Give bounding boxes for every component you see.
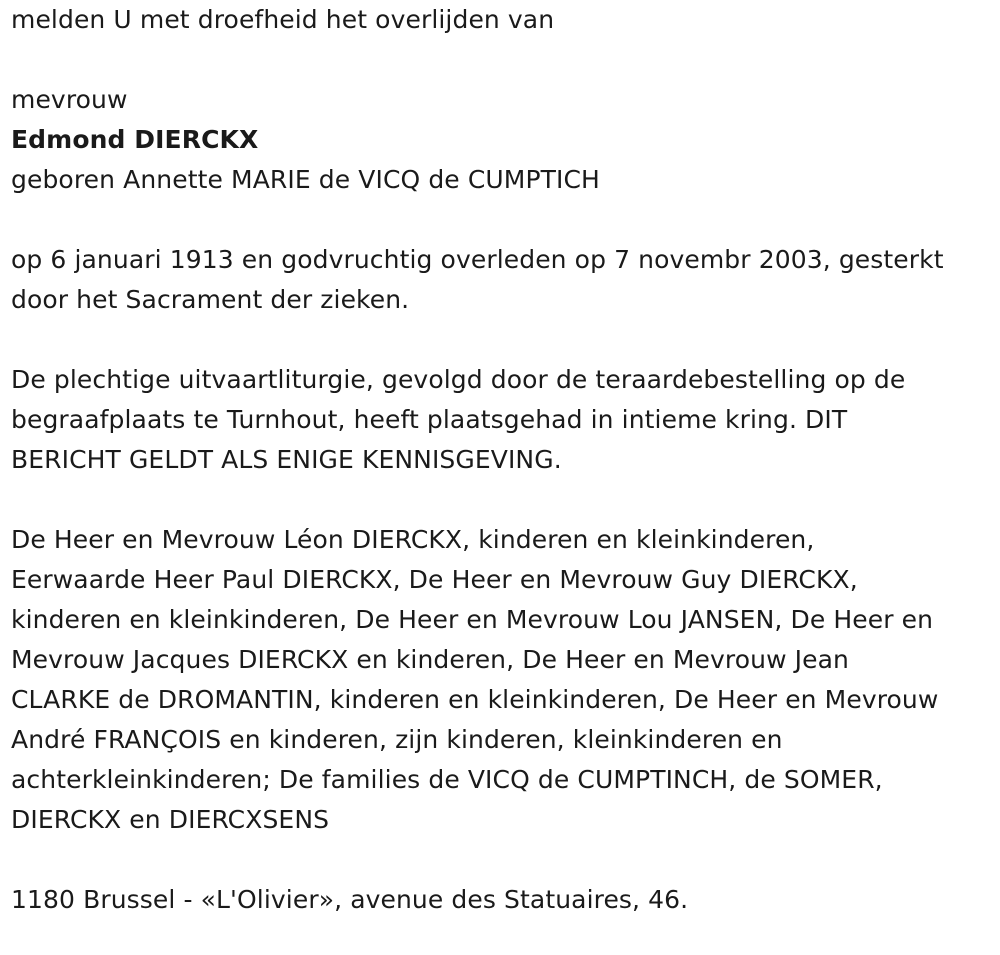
family-line: kinderen en kleinkinderen, De Heer en Mevrouw Lou JANSEN, De Heer en (11, 605, 934, 634)
spacer (11, 840, 991, 880)
family-line: achterkleinkinderen; De families de VICQ de CUMPTINCH, de SOMER, (11, 765, 883, 794)
spacer (11, 480, 991, 520)
death-notice (11, 0, 991, 920)
family-line: CLARKE de DROMANTIN, kinderen en kleinkinderen, De Heer en Mevrouw (11, 685, 939, 714)
dates-paragraph (11, 240, 991, 320)
intro-text: melden U met droefheid het overlijden van (11, 5, 555, 34)
family-line: DIERCKX en DIERCXSENS (11, 805, 330, 834)
family-line: De Heer en Mevrouw Léon DIERCKX, kinderen en kleinkinderen, (11, 525, 815, 554)
birth-name: geboren Annette MARIE de VICQ de CUMPTICH (11, 165, 600, 194)
spacer (11, 320, 991, 360)
spacer (11, 40, 991, 80)
dates-line: op 6 januari 1913 en godvruchtig overleden op 7 novembr 2003, gesterkt (11, 245, 944, 274)
dates-line: door het Sacrament der zieken. (11, 285, 410, 314)
spacer (11, 200, 991, 240)
family-paragraph (11, 520, 991, 840)
funeral-line: begraafplaats te Turnhout, heeft plaatsgehad in intieme kring. DIT (11, 405, 848, 434)
honorific: mevrouw (11, 85, 128, 114)
funeral-line: De plechtige uitvaartliturgie, gevolgd door de teraardebestelling op de (11, 365, 906, 394)
funeral-line: BERICHT GELDT ALS ENIGE KENNISGEVING. (11, 445, 562, 474)
family-line: André FRANÇOIS en kinderen, zijn kinderen, kleinkinderen en (11, 725, 783, 754)
funeral-paragraph (11, 360, 991, 480)
deceased-name: Edmond DIERCKX (11, 125, 259, 154)
family-line: Mevrouw Jacques DIERCKX en kinderen, De Heer en Mevrouw Jean (11, 645, 849, 674)
address-text: 1180 Brussel - «L'Olivier», avenue des Statuaires, 46. (11, 885, 689, 914)
family-line: Eerwaarde Heer Paul DIERCKX, De Heer en Mevrouw Guy DIERCKX, (11, 565, 858, 594)
